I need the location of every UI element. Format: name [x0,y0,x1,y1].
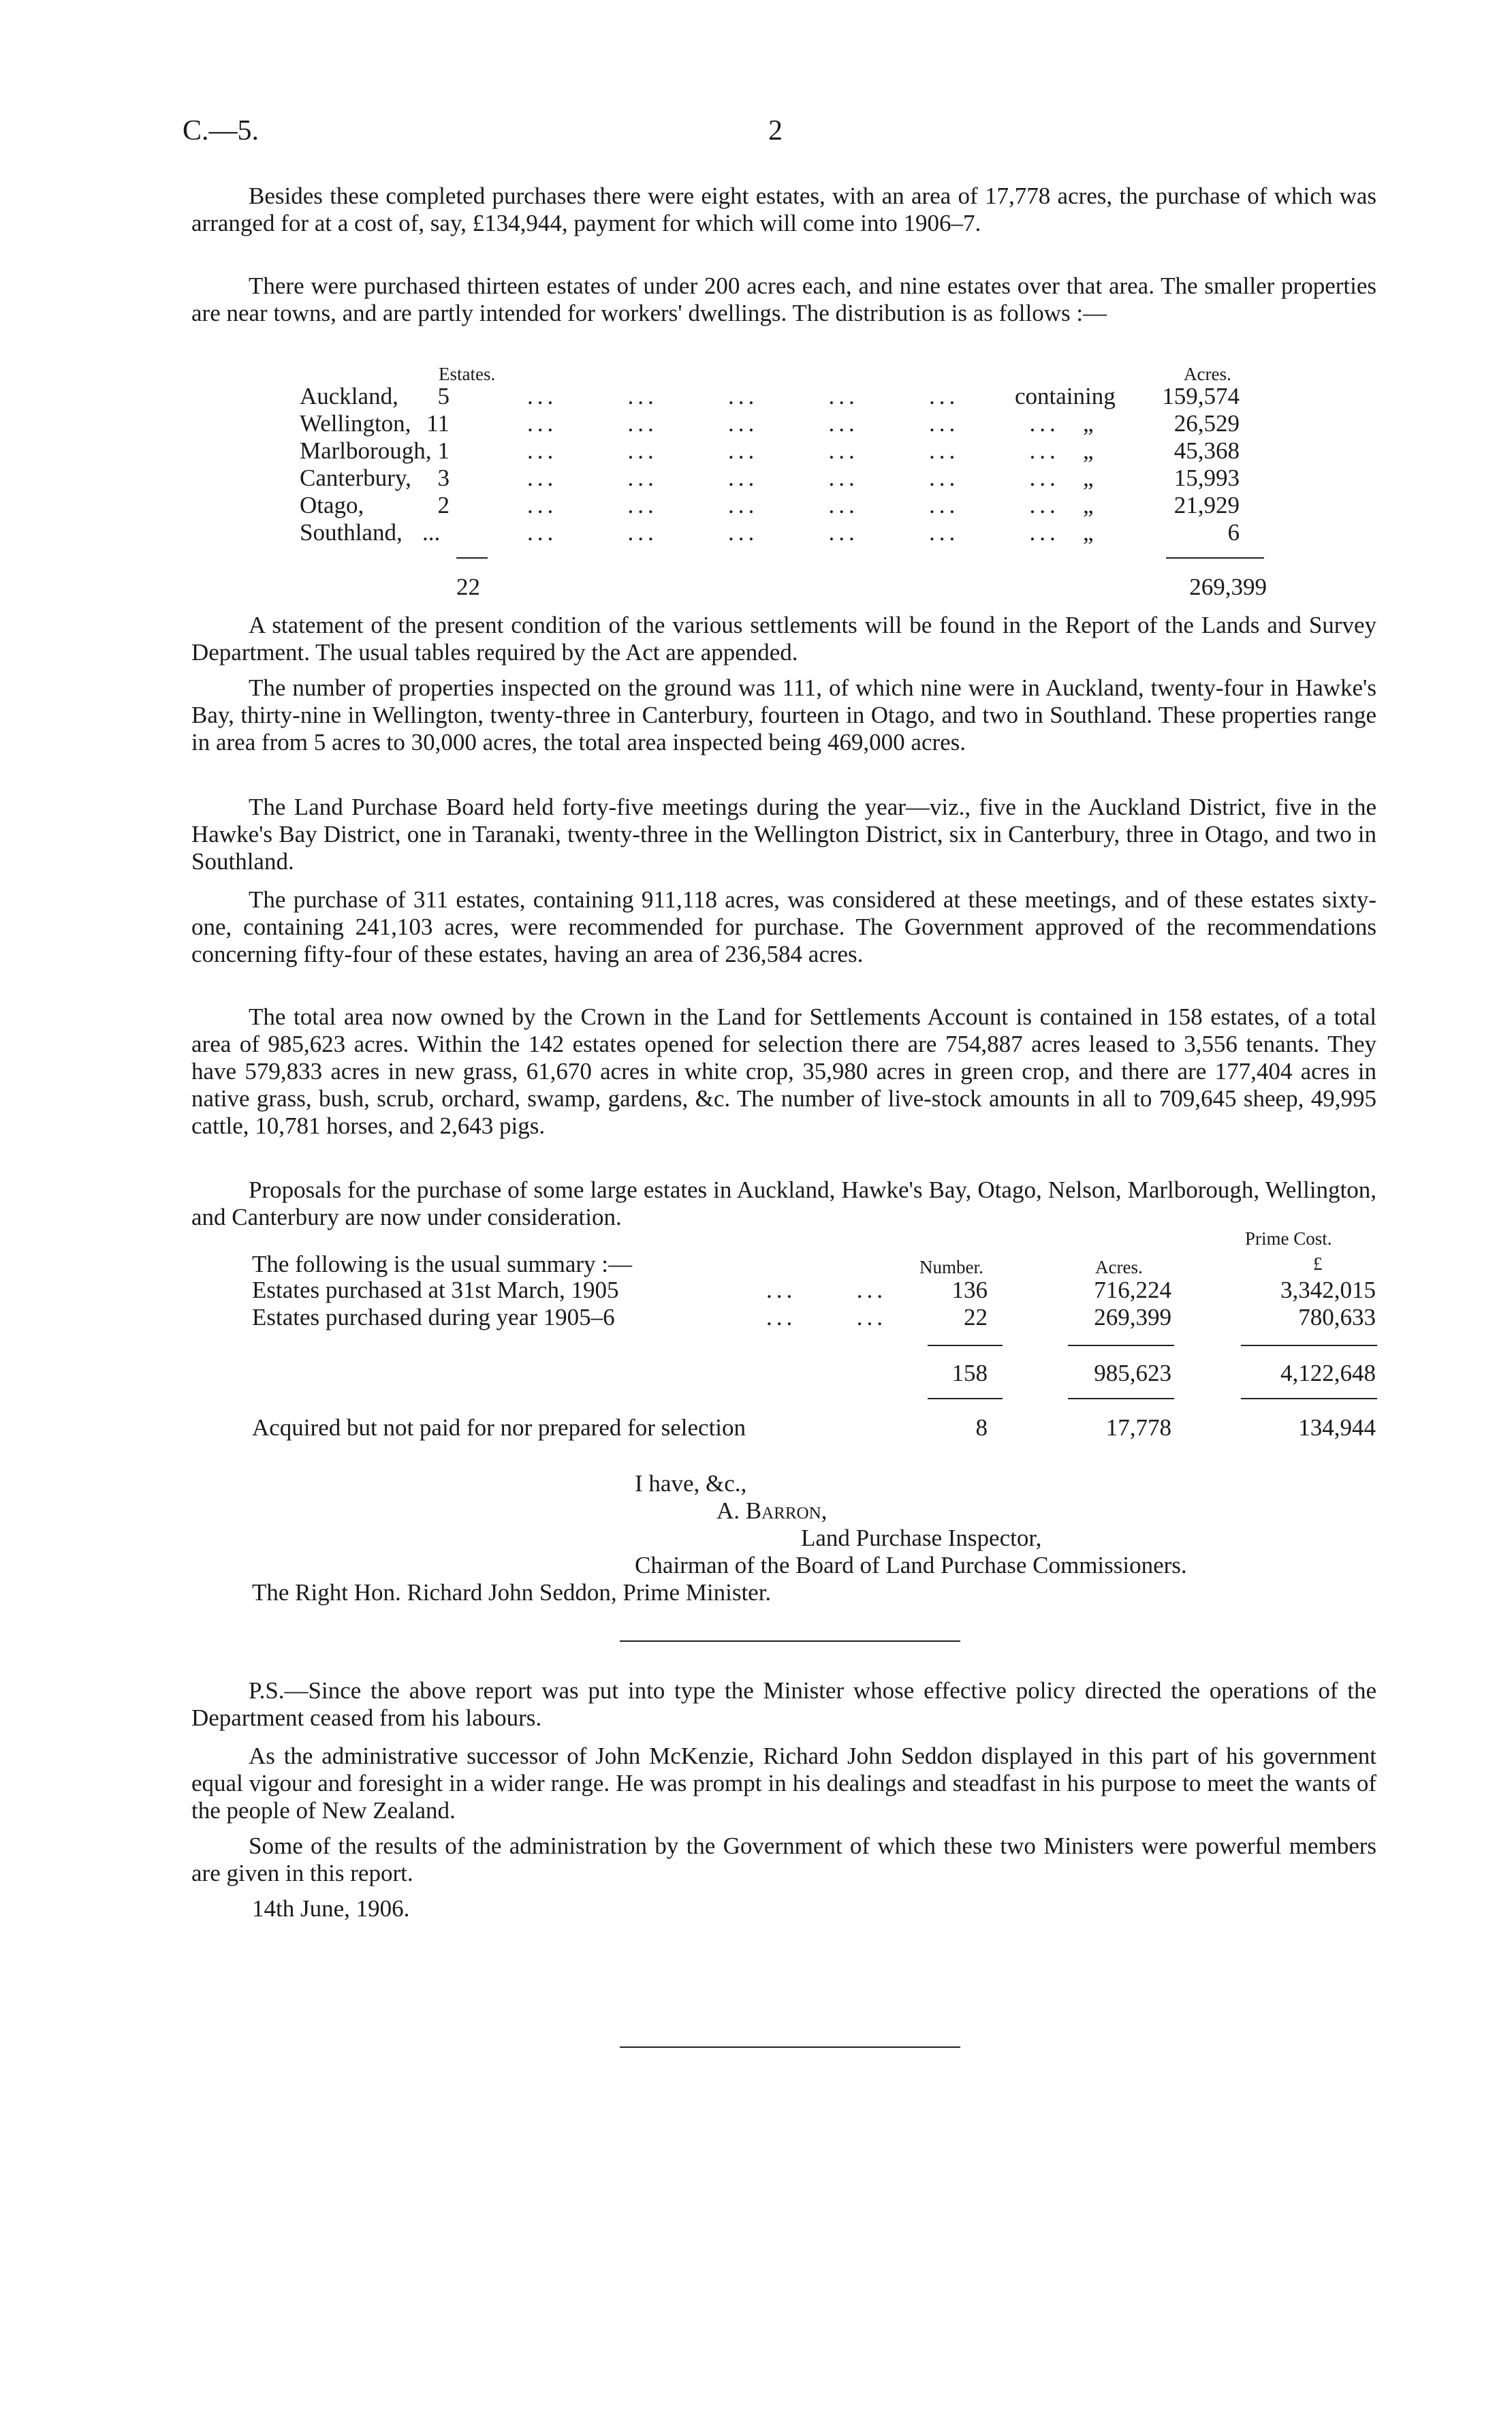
signoff-name: A. Barron, [716,1497,828,1524]
distribution-acres: 159,574 [1162,383,1240,409]
divider [620,1640,960,1642]
distribution-district: Southland, [300,519,403,546]
distribution-col-acres: Acres. [1184,364,1231,384]
summary-row-cost: 3,342,015 [1280,1277,1376,1303]
paragraph-distribution-intro: There were purchased thirteen estates of under 200 acres each, and nine estates over that area. The smaller properties are near towns, and are partly intended for workers' dwellings. The distribution is as follows :— [191,272,1376,326]
summary-total-number: 158 [951,1360,988,1386]
summary-cost-unit: £ [1313,1253,1323,1274]
summary-row-number: 136 [951,1277,988,1303]
signoff-addressee: The Right Hon. Richard John Seddon, Prime Minister. [252,1579,772,1606]
distribution-district: Marlborough, [300,437,432,464]
leader-dots: ... ... ... ... ... ... [527,437,1060,464]
summary-acquired-acres: 17,778 [1105,1414,1171,1441]
summary-acquired-cost: 134,944 [1298,1414,1376,1441]
postscript-date: 14th June, 1906. [252,1895,410,1922]
summary-row-acres: 716,224 [1094,1277,1171,1303]
summary-row-acres: 269,399 [1094,1304,1171,1330]
signoff-chairman: Chairman of the Board of Land Purchase Commissioners. [635,1552,1187,1578]
signoff-title: Land Purchase Inspector, [801,1525,1042,1551]
ditto-mark: „ [1083,465,1094,491]
leader-dots: ... ... ... ... ... [527,383,960,409]
postscript-paragraph: Some of the results of the administration by the Government of which these two Ministers were powerful members are given in this report. [191,1833,1376,1886]
distribution-acres: 21,929 [1174,492,1240,518]
summary-row [252,1304,615,1331]
paragraph-crown-area: The total area now owned by the Crown in the Land for Settlements Account is contained in 158 estates, of a total area of 985,623 acres. Within the 142 estates opened for selection there are 754,887 acres leased to 3,556 tenants. They have 579,833 acres in new grass, 61,670 acres in white crop, 35,980 acres in green crop, and there are 177,404 acres in native grass, bush, scrub, orchard, swamp, gardens, &c. The number of live-stock amounts in all to 709,645 sheep, 49,995 cattle, 10,781 horses, and 2,643 pigs. [191,1003,1376,1139]
summary-col-cost: Prime Cost. [1245,1228,1332,1249]
divider [456,557,488,559]
distribution-district: Canterbury, [300,465,411,491]
ditto-mark: „ [1083,437,1094,464]
paragraph-completed-purchases: Besides these completed purchases there were eight estates, with an area of 17,778 acres, the purchase of which was arranged for at a cost of, say, £134,944, payment for which will come into 1906–7. [191,183,1376,236]
distribution-acres: 45,368 [1174,437,1240,464]
summary-row-number: 22 [964,1304,988,1330]
document-reference: C.—5. [183,115,259,146]
distribution-col-estates: Estates. [439,364,496,384]
divider [1166,557,1264,559]
paragraph-proposals: Proposals for the purchase of some large estates in Auckland, Hawke's Bay, Otago, Nelson, Marlborough, Wellington, and Canterbury are now under consideration. [191,1177,1376,1230]
distribution-total-acres: 269,399 [1189,574,1267,600]
page-number: 2 [768,115,783,146]
distribution-count: 11 [426,410,450,437]
divider [1241,1398,1377,1399]
signoff-have: I have, &c., [635,1470,747,1497]
distribution-district: Otago, [300,492,364,518]
distribution-acres: 6 [1227,519,1240,546]
ditto-mark: „ [1083,492,1094,518]
ditto-mark: „ [1083,519,1094,546]
summary-total-acres: 985,623 [1094,1360,1171,1386]
ditto-mark: „ [1083,410,1094,437]
paragraph-properties-inspected: The number of properties inspected on the ground was 111, of which nine were in Auckland, twenty-four in Hawke's Bay, thirty-nine in Wellington, twenty-three in Canterbury, fourteen in Otago, and two in Southland. These properties range in area from 5 acres to 30,000 acres, the total area inspected being 469,000 acres. [191,674,1376,756]
leader-dots: ... ... [766,1277,887,1303]
distribution-district: Auckland, [300,383,398,409]
distribution-count: ... [422,519,441,546]
divider [1068,1345,1174,1346]
distribution-containing: containing [1015,383,1116,409]
summary-intro: The following is the usual summary :— [252,1251,632,1277]
leader-dots: ... ... ... ... ... ... [527,519,1060,546]
leader-dots: ... ... ... ... ... ... [527,410,1060,437]
divider [1241,1345,1377,1346]
summary-row [252,1277,618,1304]
summary-acquired-number: 8 [975,1414,988,1441]
paragraph-settlements-statement: A statement of the present condition of the various settlements will be found in the Report of the Lands and Survey Department. The usual tables required by the Act are appended. [191,612,1376,666]
divider [928,1345,1003,1346]
distribution-district: Wellington, [300,410,411,437]
leader-dots: ... ... [766,1304,887,1330]
distribution-total-count: 22 [456,574,480,600]
paragraph-estates-considered: The purchase of 311 estates, containing 911,118 acres, was considered at these meetings, and of these estates sixty-one, containing 241,103 acres, were recommended for purchase. The Government approved of the recommendations concerning fifty-four of these estates, having an area of 236,584 acres. [191,886,1376,967]
distribution-count: 5 [437,383,450,409]
summary-row-label: Estates purchased during year 1905–6 [252,1304,615,1330]
summary-row-cost: 780,633 [1298,1304,1376,1330]
postscript-paragraph: As the administrative successor of John McKenzie, Richard John Seddon displayed in this part of his government equal vigour and foresight in a wider range. He was prompt in his dealings and steadfast in his purpose to meet the wants of the people of New Zealand. [191,1743,1376,1824]
distribution-count: 3 [437,465,450,491]
divider [928,1398,1003,1399]
distribution-acres: 15,993 [1174,465,1240,491]
summary-col-number: Number. [919,1257,983,1277]
summary-row-label: Estates purchased at 31st March, 1905 [252,1277,619,1303]
distribution-count: 2 [437,492,450,518]
summary-col-acres: Acres. [1095,1257,1143,1277]
summary-total-cost: 4,122,648 [1280,1360,1376,1386]
postscript-paragraph: P.S.—Since the above report was put into type the Minister whose effective policy directed the operations of the Department ceased from his labours. [191,1677,1376,1731]
divider [1068,1398,1174,1399]
divider [620,2046,960,2048]
distribution-acres: 26,529 [1174,410,1240,437]
leader-dots: ... ... ... ... ... ... [527,465,1060,491]
summary-acquired-label: Acquired but not paid for nor prepared for selection [252,1414,746,1441]
distribution-count: 1 [437,437,450,464]
leader-dots: ... ... ... ... ... ... [527,492,1060,518]
paragraph-board-meetings: The Land Purchase Board held forty-five meetings during the year—viz., five in the Auckland District, five in the Hawke's Bay District, one in Taranaki, twenty-three in the Wellington District, six in Canterbury, three in Otago, and two in Southland. [191,794,1376,875]
